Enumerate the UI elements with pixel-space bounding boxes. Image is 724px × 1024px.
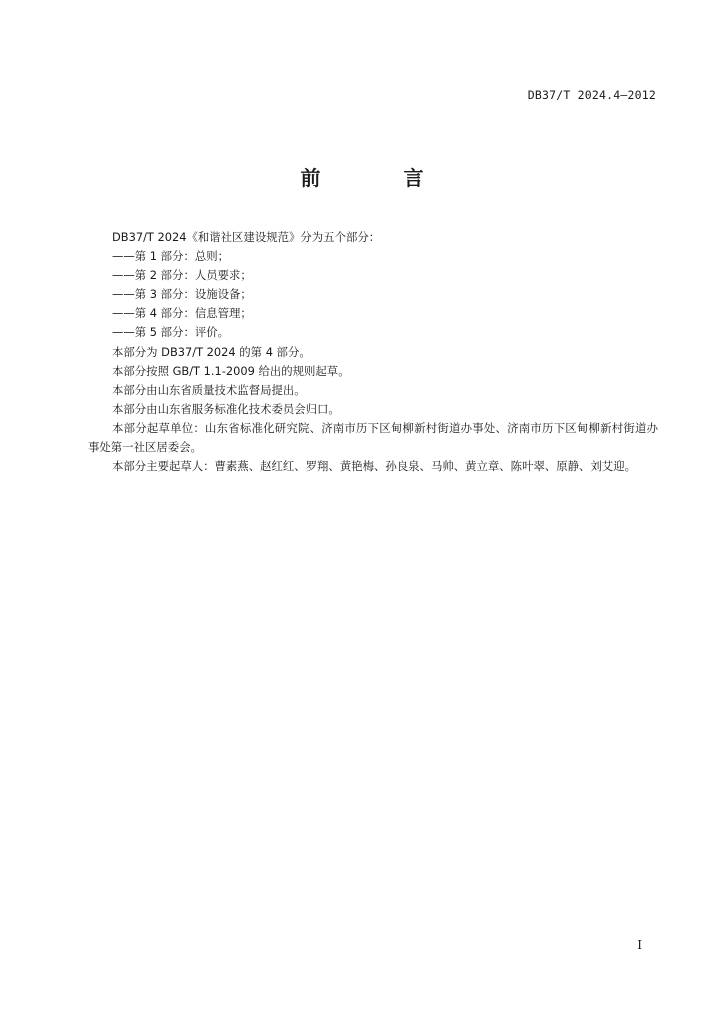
page-title: 前 言 — [300, 166, 462, 190]
paragraph-drafting-units: 本部分起草单位：山东省标准化研究院、济南市历下区甸柳新村街道办事处、济南市历下区甸柳新村街道办事处第一社区居委会。 — [88, 420, 658, 455]
list-item-part-3: ——第 3 部分：设施设备； — [112, 287, 252, 302]
list-item-part-1: ——第 1 部分：总则； — [112, 249, 230, 264]
paragraph-intro: DB37/T 2024《和谐社区建设规范》分为五个部分： — [112, 230, 381, 244]
list-item-part-4: ——第 4 部分：信息管理； — [112, 306, 252, 321]
document-code: DB37/T 2024.4—2012 — [527, 88, 656, 102]
paragraph-drafters: 本部分主要起草人：曹素燕、赵红红、罗翔、黄艳梅、孙良泉、马帅、黄立章、陈叶翠、原静、刘艾迎。 — [112, 459, 636, 474]
paragraph-part-statement: 本部分为 DB37/T 2024 的第 4 部分。 — [112, 344, 311, 359]
paragraph-drafting-rules: 本部分按照 GB/T 1.1-2009 给出的规则起草。 — [112, 363, 350, 378]
page-number: I — [637, 938, 642, 952]
body-text — [88, 228, 658, 476]
list-item-part-5: ——第 5 部分：评价。 — [112, 325, 230, 340]
list-item-part-2: ——第 2 部分：人员要求； — [112, 268, 252, 283]
paragraph-centralized: 本部分由山东省服务标准化技术委员会归口。 — [112, 401, 340, 416]
paragraph-proposer: 本部分由山东省质量技术监督局提出。 — [112, 382, 306, 397]
